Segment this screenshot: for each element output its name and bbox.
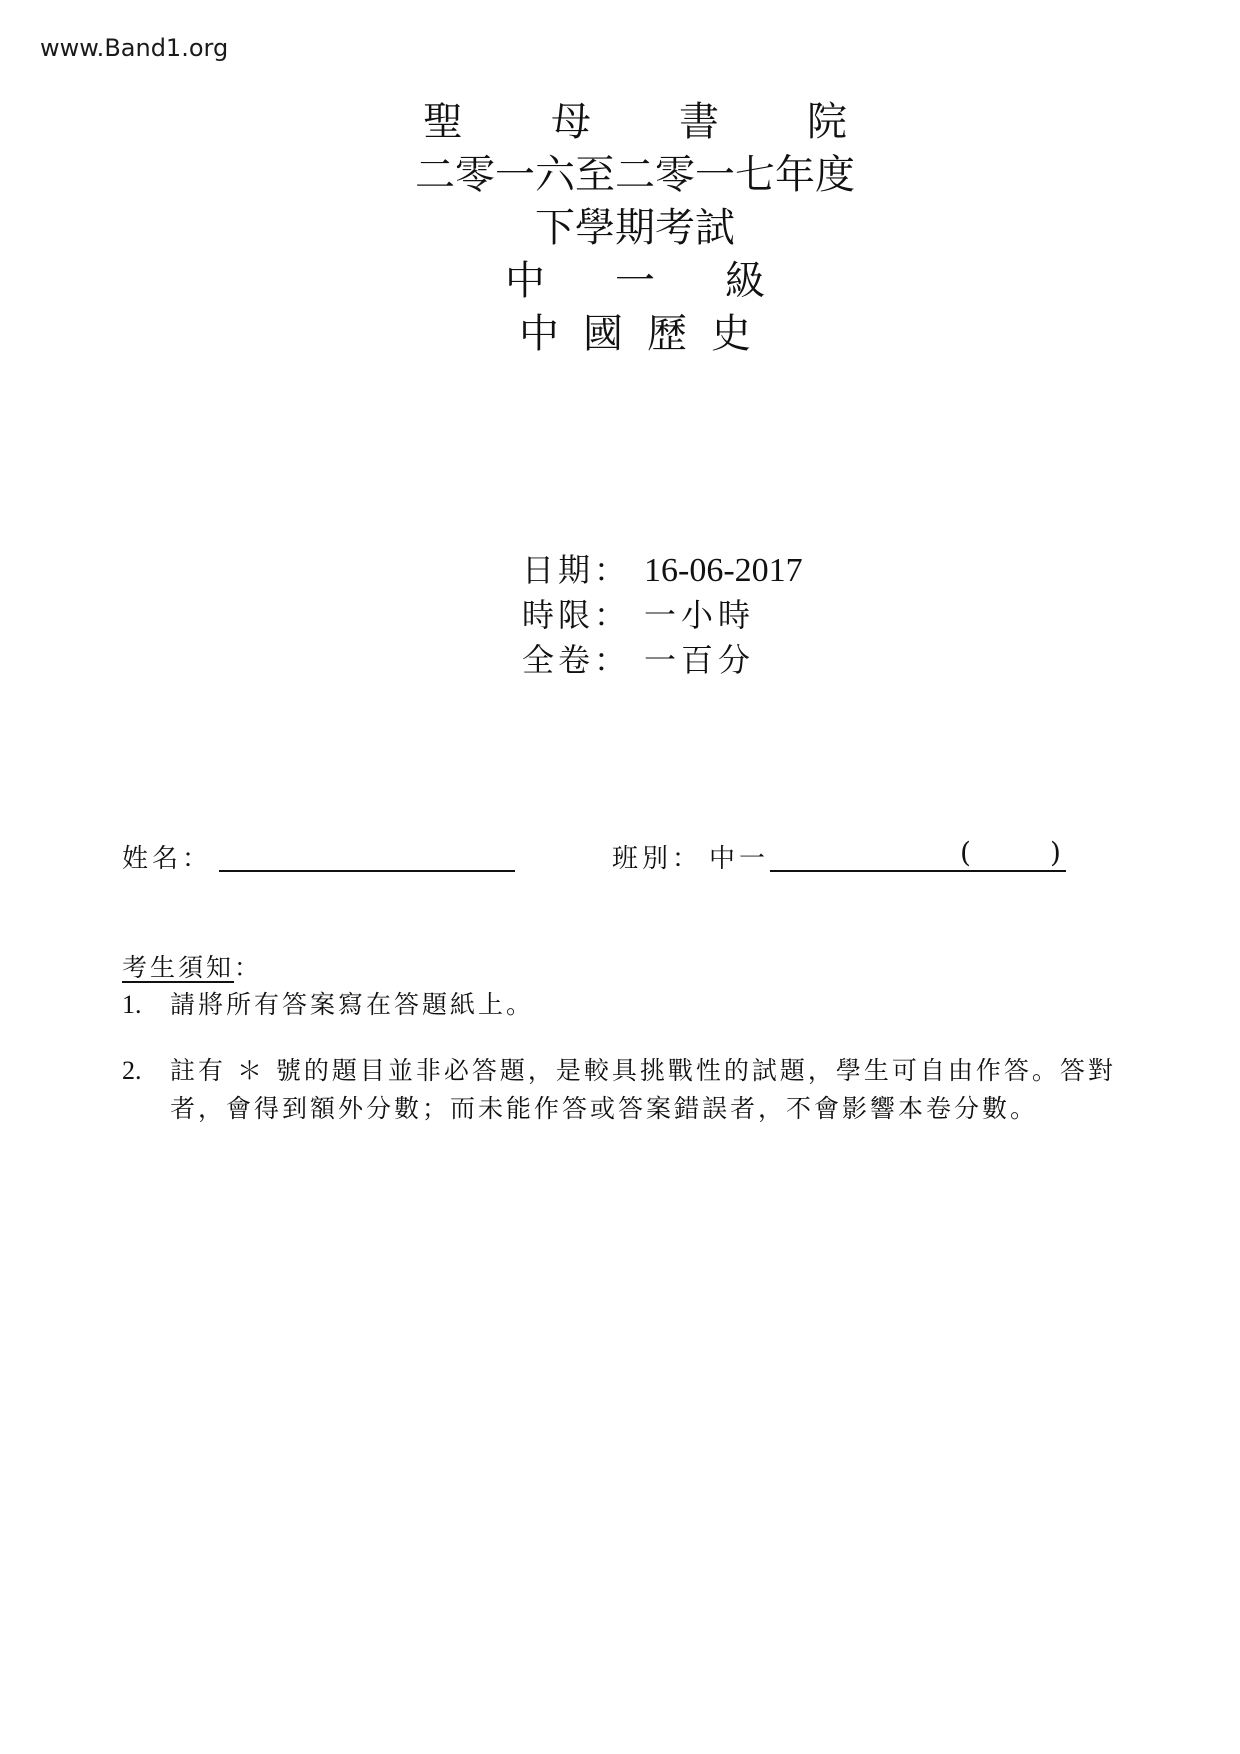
- class-prefix: 中一: [709, 844, 770, 874]
- instruction-item: [122, 986, 1142, 1024]
- duration-label: 時限：: [522, 596, 631, 634]
- class-blank-line[interactable]: [770, 870, 1066, 872]
- date-row: [522, 548, 803, 593]
- total-marks-label: 全卷：: [522, 641, 631, 679]
- instruction-number: 2.: [122, 1056, 142, 1085]
- school-name: 聖母書院: [423, 99, 935, 145]
- academic-year: 二零一六至二零一七年度: [415, 152, 855, 198]
- instruction-number: 1.: [122, 990, 142, 1019]
- class-number-close-paren: ): [1050, 836, 1061, 869]
- exam-info: [522, 548, 803, 683]
- grade-level: 中一級: [505, 258, 835, 304]
- duration-value: 一小時: [644, 596, 756, 634]
- class-number-open-paren: (: [960, 836, 971, 869]
- class-label: 班別：: [612, 844, 703, 874]
- total-marks-row: [522, 638, 803, 683]
- instruction-text: 註有 ＊ 號的題目並非必答題，是較具挑戰性的試題，學生可自由作答。答對者，會得到額外分數；而未能作答或答案錯誤者，不會影響本卷分數。: [170, 1056, 1116, 1123]
- instructions-heading-text: 考生須知: [122, 953, 235, 982]
- instructions-heading: [122, 950, 1142, 986]
- student-details-row: [122, 838, 1122, 882]
- instruction-text: 請將所有答案寫在答題紙上。: [170, 990, 535, 1019]
- date-value: 16-06-2017: [644, 552, 803, 589]
- instructions-heading-colon: ：: [234, 953, 263, 982]
- name-label: 姓名：: [122, 844, 213, 874]
- candidate-instructions: [122, 950, 1142, 1128]
- duration-row: [522, 593, 803, 638]
- date-label: 日期：: [522, 551, 631, 589]
- watermark-url: www.Band1.org: [40, 34, 229, 62]
- name-blank-line[interactable]: [219, 870, 515, 872]
- instruction-item: [122, 1052, 1142, 1128]
- exam-name: 下學期考試: [535, 205, 735, 251]
- subject-name: 中國歷史: [519, 311, 775, 357]
- total-marks-value: 一百分: [644, 641, 756, 679]
- exam-title-block: [0, 96, 1240, 361]
